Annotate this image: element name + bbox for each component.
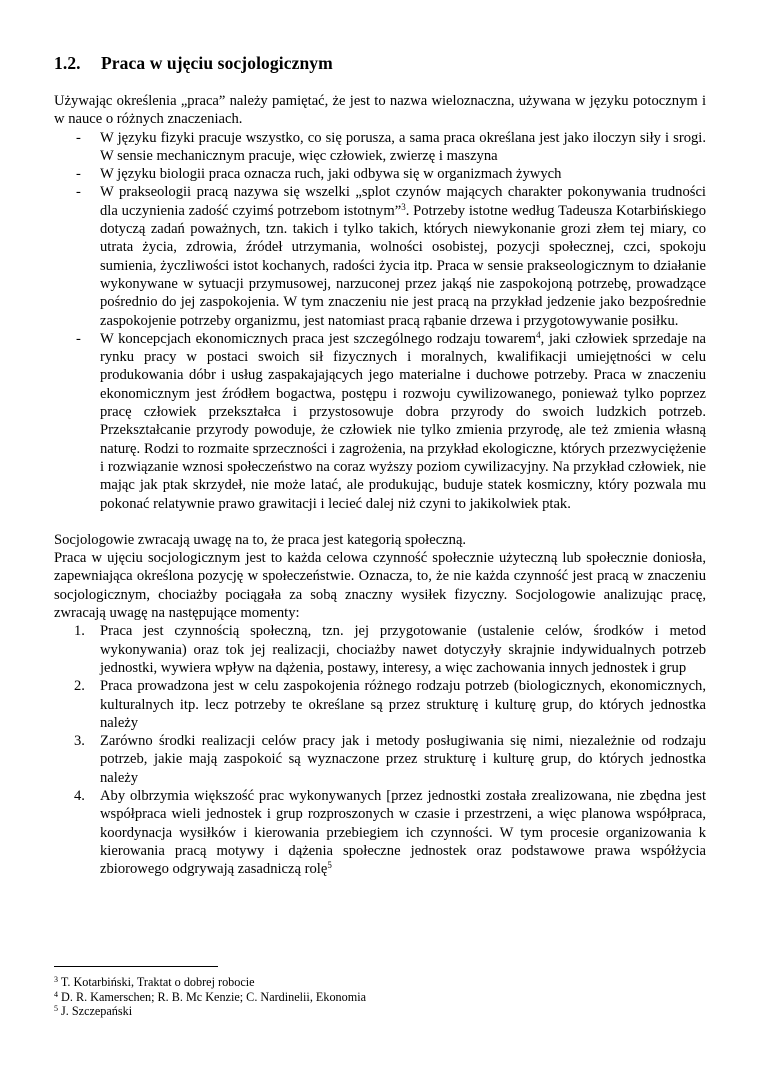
social-paragraph: Socjologowie zwracają uwagę na to, że praca jest kategorią społeczną.: [54, 531, 467, 548]
item-number: 4.: [74, 787, 85, 804]
footnote-text: T. Kotarbiński, Traktat o dobrej robocie: [60, 975, 255, 989]
item-number: 3.: [74, 733, 85, 750]
footnote: [54, 1004, 706, 1019]
numbered-item-text: Praca prowadzona jest w celu zaspokojenia różnego rodzaju potrzeb (biologicznych, ekonomicznych, kulturalnych itp. lecz potrzeby te określane są przez strukturę i kulturę grup, do których jednostka należy: [100, 678, 706, 731]
list-item-text: W koncepcjach ekonomicznych praca jest szczególnego rodzaju towarem: [100, 330, 537, 347]
section-heading: [54, 53, 333, 74]
section-title: Praca w ujęciu socjologicznym: [101, 53, 333, 73]
footnote-reference: 4: [536, 329, 541, 340]
section-number: 1.2.: [54, 53, 81, 73]
footnote-reference: 5: [327, 860, 332, 871]
numbered-list: [54, 622, 706, 878]
numbered-item: [54, 677, 706, 732]
footnote-separator: [54, 966, 218, 967]
dash-marker: -: [76, 129, 81, 146]
list-item: [54, 129, 706, 166]
dash-marker: -: [76, 184, 81, 201]
list-item-text: . Potrzeby istotne według Tadeusza Kotarbińskiego dotyczą zadań poważnych, tzn. takich i tylko takich, których niewykonanie grozi złem tej miary, co utrata życia, zdrowia, źródeł utrzymania, wolności osobistej, pozycji społecznej, czci, spokoju sumienia, życzliwości istot kochanych, radości życia itp. Praca w sensie prakseologicznym to działanie wykonywane w sytuacji przymusowej, narzuconej przez jakąś nie zaspokojoną potrzebę, prowadzące pośrednio do jej zaspokojenia. W tym znaczeniu nie jest pracą na przykład jedzenie jako bezpośrednie zaspokojenie potrzeby organizmu, jest natomiast pracą rąbanie drzewa i przygotowywanie posiłku.: [100, 202, 707, 329]
numbered-item-text: Praca jest czynnością społeczną, tzn. jej przygotowanie (ustalenie celów, środków i metod wykonywania) oraz tok jej realizacji, chociażby nawet dotyczyły skrajnie indywidualnych potrzeb jednostki, wywiera wpływ na dążenia, postawy, interesy, a więc zachowania innych jednostek i grup: [100, 623, 706, 676]
footnote-text: D. R. Kamerschen; R. B. Mc Kenzie; C. Nardinelii, Ekonomia: [61, 989, 367, 1004]
numbered-item: [54, 622, 706, 677]
list-item: [54, 330, 706, 513]
definition-paragraph: Praca w ujęciu socjologicznym jest to każda celowa czynność społecznie użyteczną lub społecznie doniosła, zapewniająca określona pozycję w społeczeństwie. Oznacza, to, że nie każda czynność jest pracą w znaczeniu socjologicznym, chociażby pociągała za sobą znaczny wysiłek fizyczny. Socjologowie analizując pracę, zwracają uwagę na następujące momenty:: [54, 550, 706, 622]
paragraph-gap: [54, 513, 706, 531]
footnote-number: 5: [54, 1004, 58, 1014]
list-item-text: W języku biologii praca oznacza ruch, jaki odbywa się w organizmach żywych: [100, 166, 562, 183]
item-number: 1.: [74, 623, 85, 640]
list-item: [54, 165, 706, 183]
item-number: 2.: [74, 678, 85, 695]
footnote-reference: 3: [401, 201, 406, 212]
footnote: [54, 975, 706, 990]
footnote: [54, 990, 706, 1005]
footnote-text: J. Szczepański: [61, 1004, 133, 1019]
footnotes: [54, 966, 706, 1019]
dash-marker: -: [76, 330, 81, 347]
list-item-text: W języku fizyki pracuje wszystko, co się porusza, a sama praca określana jest jako iloczyn siły i srogi. W sensie mechanicznym pracuje, więc człowiek, zwierzę i maszyna: [100, 129, 706, 164]
document-body: [54, 92, 706, 878]
numbered-item: [54, 787, 706, 878]
list-item-text: , jaki człowiek sprzedaje na rynku pracy w postaci swoich sił fizycznych i moralnych, kwalifikacji umiejętności w celu produkowania dóbr i usług zaspakajających jego materialne i duchowe potrzeby. Praca w znaczeniu ekonomicznym jest źródłem bogactwa, postępu i rozwoju cywilizowanego, ponieważ tylko poprzez pracę człowiek przekształca i przystosowuje dobra przyrody do swoich ludzkich potrzeb. Przekształcanie przyrody powoduje, że człowiek nie tylko zmienia przyrodę, ale też zmienia własną naturę. Rodzi to rozmaite sprzeczności i zagrożenia, na przykład ekologiczne, których przezwyciężenie i rozwiązanie wznosi społeczeństwo na coraz wyższy poziom cywilizacyjny. Na przykład człowiek, nie mając jak ptak skrzydeł, nie może latać, ale produkując, buduje statek kosmiczny, który pozwala mu pokonać relatywnie prawo grawitacji i lecieć dalej niż czyni to jakikolwiek ptak.: [100, 330, 706, 512]
dash-list: [54, 129, 706, 513]
numbered-item-text: Zarówno środki realizacji celów pracy jak i metody posługiwania się nimi, niezależnie od rodzaju potrzeb, jakie mają zaspokoić są wyznaczone przez strukturę i kulturę grup, do których jednostka należy: [100, 733, 706, 786]
footnote-number: 4: [54, 989, 58, 999]
numbered-item: [54, 732, 706, 787]
list-item: [54, 183, 706, 329]
intro-paragraph: Używając określenia „praca” należy pamiętać, że jest to nazwa wieloznaczna, używana w języku potocznym i w nauce o różnych znaczeniach.: [54, 93, 706, 128]
footnote-number: 3: [54, 975, 58, 984]
list-item-text: W prakseologii pracą nazywa się wszelki „splot czynów mających charakter pokonywania trudności dla uczynienia zadość czyimś potrzebom istotnym”: [100, 184, 706, 219]
dash-marker: -: [76, 166, 81, 183]
numbered-item-text: Aby olbrzymia większość prac wykonywanych [przez jednostki została zrealizowana, nie zbędna jest współpraca wieli jednostek i grup rozproszonych w czasie i przestrzeni, a więc planowa współpraca, koordynacja wysiłków i kierowania przebiegiem ich czynności. W tym procesie organizowania k kierowania pracą motywy i dążenia społeczne jednostek oraz podstawowe prawa współżycia zbiorowego odgrywają zasadniczą rolę: [100, 787, 706, 878]
